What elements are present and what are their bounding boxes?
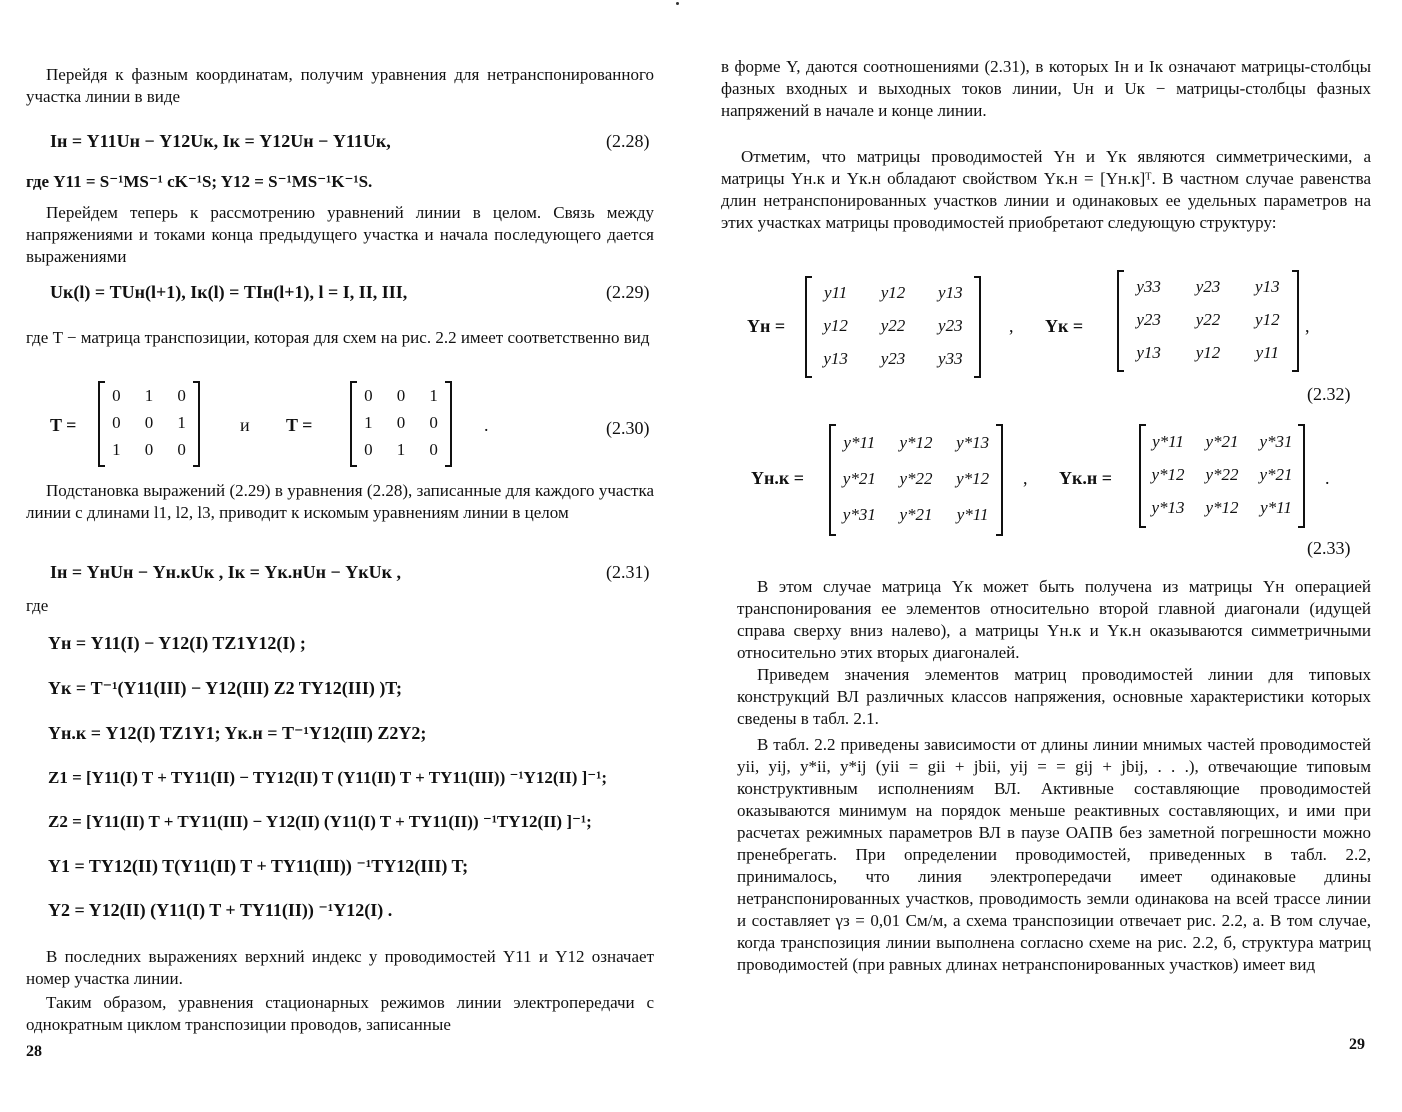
matrix-yn bbox=[805, 278, 981, 376]
matrix-cell: y*21 bbox=[842, 469, 876, 488]
matrix-cell: 0 bbox=[396, 385, 406, 405]
matrix-ynk bbox=[829, 426, 1003, 534]
matrix-cell: y23 bbox=[1195, 277, 1221, 297]
matrix-cell: y*21 bbox=[1205, 431, 1239, 451]
paragraph-symmetric-matrices: Отметим, что матрицы проводимостей Yн и Yк являются симметрическими, а матрицы Yн.к и Yк.н обладают свойством Yк.н = [Yн.к]ᵀ. В частном случае равенства длин нетранспонированных участков линии и одинаковых ее удельных параметров на этих участках матрицы проводимостей приобретают следующую структуру: bbox=[721, 147, 1371, 232]
matrix-cell: 0 bbox=[364, 440, 373, 460]
matrix-cell: y13 bbox=[1255, 277, 1280, 297]
matrix-cell: 0 bbox=[364, 385, 373, 405]
matrix-yn-label: Yн = bbox=[747, 316, 786, 336]
paragraph-transposition-matrix: где T − матрица транспозиции, которая для схем на рис. 2.2 имеет соответственно вид bbox=[26, 328, 650, 347]
equation-y1: Y1 = TY12(II) T(Y11(II) T + TY11(III)) ⁻¹TY12(III) T; bbox=[48, 856, 469, 876]
matrix-cell: y*21 bbox=[1259, 465, 1293, 484]
page-29 bbox=[701, 0, 1402, 1112]
matrix-cell: 1 bbox=[396, 440, 406, 460]
matrix-cell: y*13 bbox=[956, 433, 990, 452]
matrix-cell: y12 bbox=[1195, 342, 1221, 362]
matrix-t1 bbox=[98, 383, 200, 465]
matrix-cell: 0 bbox=[144, 440, 154, 460]
matrix-ykn bbox=[1139, 426, 1305, 526]
matrix-yk-label: Yк = bbox=[1045, 316, 1084, 336]
matrix-cell: 0 bbox=[177, 440, 186, 460]
matrix-cell: y*12 bbox=[1205, 498, 1239, 518]
matrix-t2 bbox=[350, 383, 452, 465]
matrix-cell: y*31 bbox=[1259, 431, 1293, 451]
period-2: . bbox=[1325, 468, 1330, 488]
matrix-cell: 1 bbox=[364, 413, 373, 432]
matrix-t1-label: T = bbox=[50, 415, 77, 435]
matrix-cell: 0 bbox=[429, 413, 438, 432]
matrix-cell: y*31 bbox=[842, 505, 876, 524]
equation-2-31: Iн = YнUн − Yн.кUк , Iк = Yк.нUн − YкUк , bbox=[50, 562, 401, 582]
matrix-cell: 0 bbox=[112, 385, 121, 405]
matrix-cell: y11 bbox=[824, 283, 848, 303]
matrix-cell: y*11 bbox=[843, 433, 876, 452]
matrix-ynk-label: Yн.к = bbox=[751, 468, 804, 488]
matrix-cell: y*11 bbox=[1260, 498, 1292, 518]
paragraph-phase-coordinates: Перейдя к фазным координатам, получим уравнения для нетранспонированного участка линии в виде bbox=[26, 65, 654, 106]
matrix-yk bbox=[1117, 272, 1299, 370]
equation-z2: Z2 = [Y11(II) T + TY11(III) − Y12(II) (Y11(I) T + TY11(II)) ⁻¹TY12(II) ]⁻¹; bbox=[48, 812, 592, 831]
equation-2-28: Iн = Y11Uн − Y12Uк, Iк = Y12Uн − Y11Uк, bbox=[50, 131, 391, 151]
equation-number-2-31: (2.31) bbox=[606, 562, 650, 582]
equation-2-29: Uк(l) = TUн(l+1), Iк(l) = TIн(l+1), l = I, II, III, bbox=[50, 282, 408, 302]
equation-number-2-28: (2.28) bbox=[606, 131, 650, 151]
matrix-cell: 0 bbox=[396, 413, 406, 432]
matrix-cell: y12 bbox=[880, 283, 906, 303]
matrix-cell: y12 bbox=[823, 316, 848, 335]
matrix-cell: y33 bbox=[938, 348, 963, 368]
matrix-cell: y*21 bbox=[899, 505, 933, 524]
matrix-cell: 1 bbox=[177, 413, 186, 432]
matrix-cell: y13 bbox=[823, 348, 848, 368]
matrix-cell: 1 bbox=[112, 440, 121, 460]
equation-number-2-29: (2.29) bbox=[606, 282, 650, 302]
matrix-cell: 0 bbox=[177, 385, 186, 405]
period: . bbox=[484, 415, 489, 435]
conjunction-and: и bbox=[240, 415, 250, 435]
paragraph-substitution: Подстановка выражений (2.29) в уравнения (2.28), записанные для каждого участка линии с длинами l1, l2, l3, приводит к искомым уравнениям линии в целом bbox=[26, 481, 654, 522]
matrix-cell: y33 bbox=[1136, 277, 1161, 297]
paragraph-element-values: Приведем значения элементов матриц проводимостей линии для типовых конструкций ВЛ различных классов напряжения, основные характеристики которых сведены в табл. 2.1. bbox=[737, 665, 1371, 728]
paragraph-y-form: в форме Y, даются соотношениями (2.31), в которых Iн и Iк означают матрицы-столбцы фазных входных и выходных токов линии, Uн и Uк − матрицы-столбцы фазных напряжений в начале и конце линии. bbox=[721, 57, 1371, 120]
matrix-cell: y*13 bbox=[1151, 498, 1185, 518]
paragraph-transposition-operation: В этом случае матрица Yк может быть получена из матрицы Yн операцией транспонирования ее элементов относительно второй главной диагонали (идущей справа сверху вниз налево), а матрицы Yн.к и Yк.н оказываются симметричными относительно этих вторых диагоналей. bbox=[737, 577, 1371, 662]
matrix-cell: 1 bbox=[144, 385, 154, 405]
where-label: где bbox=[26, 596, 49, 615]
where-2-28: где Y11 = S⁻¹MS⁻¹ cK⁻¹S; Y12 = S⁻¹MS⁻¹K⁻¹S. bbox=[26, 172, 373, 191]
matrix-cell: y*12 bbox=[956, 469, 990, 488]
equation-yn: Yн = Y11(I) − Y12(I) TZ1Y12(I) ; bbox=[48, 633, 306, 653]
equation-number-2-33: (2.33) bbox=[1307, 538, 1351, 558]
comma-2: , bbox=[1305, 316, 1310, 336]
matrix-cell: y22 bbox=[1195, 310, 1221, 329]
matrix-cell: 0 bbox=[144, 413, 154, 432]
matrix-cell: y*22 bbox=[1205, 465, 1239, 484]
comma-3: , bbox=[1023, 468, 1028, 488]
matrix-cell: y*12 bbox=[899, 433, 933, 452]
matrix-cell: y23 bbox=[938, 316, 963, 335]
paragraph-stationary-modes: Таким образом, уравнения стационарных режимов линии электропередачи с однократным циклом транспозиции проводов, записанные bbox=[26, 993, 654, 1034]
matrix-cell: 1 bbox=[429, 385, 438, 405]
matrix-cell: y*11 bbox=[1152, 431, 1184, 451]
matrix-cell: y13 bbox=[1136, 342, 1161, 362]
matrix-cell: y23 bbox=[1136, 310, 1161, 329]
matrix-cell: y*11 bbox=[956, 505, 989, 524]
page-number: 28 bbox=[26, 1043, 42, 1060]
paragraph-line-as-whole: Перейдем теперь к рассмотрению уравнений линии в целом. Связь между напряжениями и токами конца предыдущего участка и начала последующего дается выражениями bbox=[26, 203, 654, 266]
matrix-cell: y13 bbox=[938, 283, 963, 303]
matrix-cell: y*22 bbox=[899, 469, 933, 488]
equation-ynk-ykn: Yн.к = Y12(I) TZ1Y1; Yк.н = T⁻¹Y12(III) Z2Y2; bbox=[48, 723, 427, 743]
matrix-cell: y12 bbox=[1255, 310, 1280, 329]
equation-y2: Y2 = Y12(II) (Y11(I) T + TY11(II)) ⁻¹Y12(I) . bbox=[48, 900, 393, 920]
paragraph-table-2-2: В табл. 2.2 приведены зависимости от длины линии мнимых частей проводимостей yii, yij, y*ii, y*ij (yii = gii + jbii, yij = = gij + jbij, . . .), отвечающие типовым конструктивным исполнениям ВЛ. Активные составляющие проводимостей оказываются минимум на порядок меньше реактивных составляющих, и ими при расчетах режимных параметров ВЛ в паузе ОАПВ без заметной погрешности можно пренебрегать. При определении проводимостей, приведенных в табл. 2.2, принималось, что линия электропередачи имеет одинаковые длины нетранспонированных участков, проводимость земли одинакова на всей трассе линии и составляет γз = 0,01 См/м, а схема транспозиции отвечает рис. 2.2, а. В том случае, когда транспозиция линии выполнена согласно схеме на рис. 2.2, б, структура матриц проводимостей (при равных длинах нетранспонированных участков) имеет вид bbox=[737, 735, 1371, 974]
matrix-cell: y23 bbox=[880, 348, 906, 368]
equation-yk: Yк = T⁻¹(Y11(III) − Y12(III) Z2 TY12(III) )T; bbox=[48, 678, 402, 698]
paragraph-superscript-meaning: В последних выражениях верхний индекс у проводимостей Y11 и Y12 означает номер участка линии. bbox=[26, 947, 654, 988]
comma-1: , bbox=[1009, 316, 1014, 336]
equation-number-2-30: (2.30) bbox=[606, 418, 650, 438]
equation-z1: Z1 = [Y11(I) T + TY11(II) − TY12(II) T (Y11(II) T + TY11(III)) ⁻¹Y12(II) ]⁻¹; bbox=[48, 768, 608, 787]
matrix-cell: y11 bbox=[1255, 342, 1279, 362]
matrix-cell: y*12 bbox=[1151, 465, 1185, 484]
matrix-t2-label: T = bbox=[286, 415, 313, 435]
matrix-cell: y22 bbox=[880, 316, 906, 335]
page-number: 29 bbox=[1349, 1036, 1365, 1053]
matrix-cell: 0 bbox=[112, 413, 121, 432]
matrix-ykn-label: Yк.н = bbox=[1059, 468, 1112, 488]
equation-number-2-32: (2.32) bbox=[1307, 384, 1351, 404]
matrix-cell: 0 bbox=[429, 440, 438, 460]
